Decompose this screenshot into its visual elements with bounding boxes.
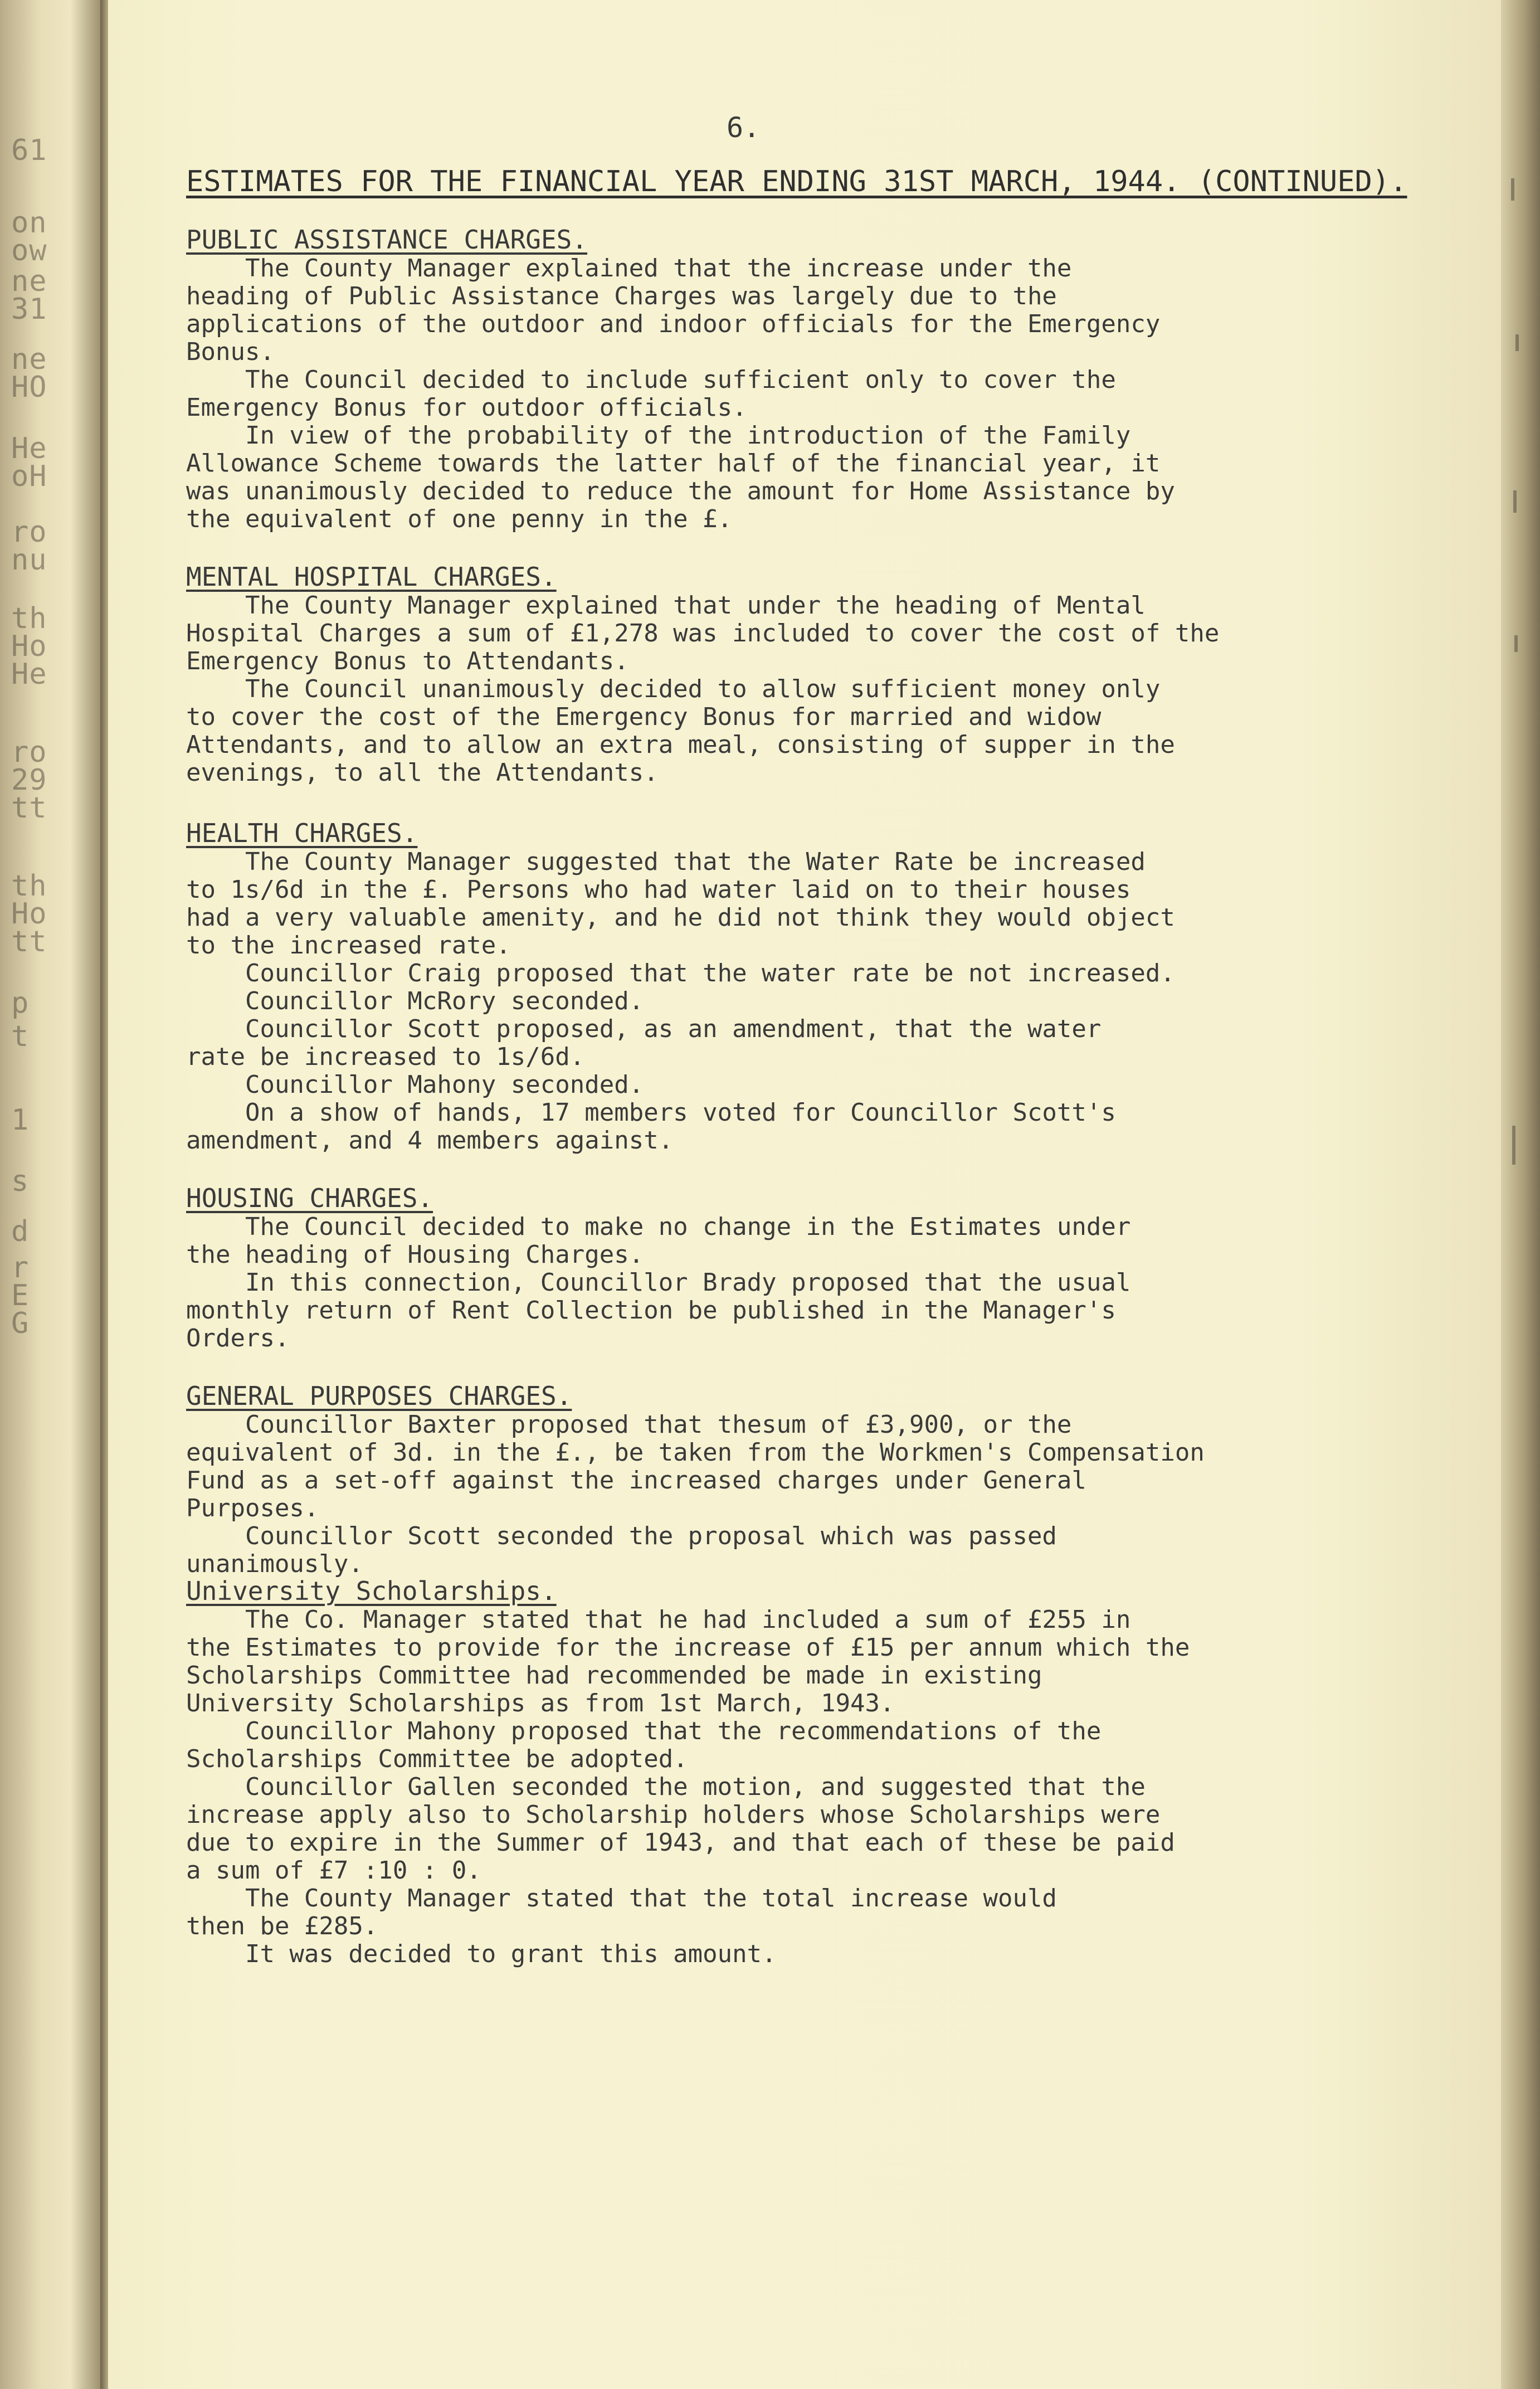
left-page-fragment: Ho: [11, 630, 47, 663]
left-page-edge: [0, 0, 100, 2389]
left-page-fragment: r: [11, 1251, 30, 1284]
paragraph: The Council decided to include sufficient only to cover the Emergency Bonus for outdoor officials.: [186, 366, 1116, 422]
paragraph: The Council decided to make no change in the Estimates under the heading of Housing Charges.: [186, 1213, 1131, 1269]
left-page-fragment: ow: [11, 234, 47, 267]
left-page-fragment: ro: [11, 515, 47, 549]
section-university-scholarships: [186, 1577, 1468, 1968]
margin-mark: [1514, 635, 1518, 652]
page-content: [108, 0, 1501, 2389]
right-page-edge: [1501, 0, 1540, 2389]
left-page-fragment: ne: [11, 343, 47, 376]
section-heading: PUBLIC ASSISTANCE CHARGES.: [186, 225, 588, 255]
left-page-fragment: d: [11, 1215, 30, 1248]
paragraph: Councillor Mahony seconded.: [186, 1071, 644, 1099]
document-page: [108, 0, 1501, 2389]
paragraph: Councillor Craig proposed that the water rate be not increased.: [186, 959, 1175, 987]
left-page-fragment: oH: [11, 460, 47, 493]
paragraph: Councillor McRory seconded.: [186, 987, 644, 1015]
section-heading: HOUSING CHARGES.: [186, 1183, 433, 1213]
paragraph: Councillor Scott proposed, as an amendment, that the water rate be increased to 1s/6d.: [186, 1015, 1102, 1071]
left-page-fragment: t: [11, 1020, 30, 1053]
paragraph: Councillor Baxter proposed that thesum of £3,900, or the equivalent of 3d. in the £., be taken from the Workmen's Compensation Fund as a set-off against the increased charges under General Purposes.: [186, 1410, 1205, 1522]
left-page-fragment: 31: [11, 293, 47, 326]
paragraph: The Council unanimously decided to allow sufficient money only to cover the cost of the Emergency Bonus for married and widow Attendants, and to allow an extra meal, consisting of supper in the evenings, to all the Attendants.: [186, 675, 1175, 787]
left-page-fragment: nu: [11, 543, 47, 577]
paragraph: Councillor Gallen seconded the motion, and suggested that the increase apply also to Scholarship holders whose Scholarships were due to expire in the Summer of 1943, and that each of these be paid a sum of £7 :10 : 0.: [186, 1773, 1175, 1885]
paragraph: It was decided to grant this amount.: [186, 1940, 777, 1968]
paragraph: In this connection, Councillor Brady proposed that the usual monthly return of Rent Collection be published in the Manager's Orders.: [186, 1268, 1131, 1352]
left-page-fragment: G: [11, 1307, 30, 1340]
left-page-fragment: 1: [11, 1103, 30, 1137]
margin-mark: [1511, 178, 1514, 201]
paragraph: The County Manager explained that the increase under the heading of Public Assistance Charges was largely due to the applications of the outdoor and indoor officials for the Emergency Bonus.: [186, 254, 1161, 366]
paragraph: The County Manager suggested that the Water Rate be increased to 1s/6d in the £. Persons who had water laid on to their houses had a very valuable amenity, and he did not think they would object to the increased rate.: [186, 848, 1175, 960]
paragraph: In view of the probability of the introduction of the Family Allowance Scheme towards the latter half of the financial year, it was unanimously decided to reduce the amount for Home Assistance by the equivalent of one penny in the £.: [186, 421, 1175, 533]
section-general-purposes: [186, 1382, 1468, 1578]
left-page-fragment: He: [11, 432, 47, 465]
section-heading: HEALTH CHARGES.: [186, 818, 418, 848]
section-heading: University Scholarships.: [186, 1576, 557, 1606]
left-page-fragment: 29: [11, 763, 47, 797]
left-page-fragment: ro: [11, 736, 47, 769]
book-gutter: [100, 0, 108, 2389]
page-title: ESTIMATES FOR THE FINANCIAL YEAR ENDING 31ST MARCH, 1944. (CONTINUED).: [186, 165, 1407, 198]
margin-mark: [1515, 334, 1519, 351]
section-heading: MENTAL HOSPITAL CHARGES.: [186, 562, 557, 592]
left-page-fragment: p: [11, 986, 30, 1020]
margin-mark: [1513, 490, 1517, 513]
section-heading: GENERAL PURPOSES CHARGES.: [186, 1381, 572, 1411]
left-page-fragment: th: [11, 869, 47, 903]
left-page-fragment: 61: [11, 134, 47, 167]
paragraph: Councillor Scott seconded the proposal which was passed unanimously.: [186, 1522, 1057, 1578]
section-mental-hospital: [186, 563, 1468, 787]
paragraph: The County Manager explained that under the heading of Mental Hospital Charges a sum of £1,278 was included to cover the cost of the Emergency Bonus to Attendants.: [186, 591, 1220, 675]
left-page-fragment: He: [11, 658, 47, 691]
section-public-assistance: [186, 226, 1468, 533]
page-number: 6.: [727, 111, 761, 144]
left-page-fragment: tt: [11, 925, 47, 958]
left-page-fragment: HO: [11, 371, 47, 404]
left-page-fragment: th: [11, 602, 47, 635]
paragraph: Councillor Mahony proposed that the recommendations of the Scholarships Committee be adopted.: [186, 1717, 1102, 1773]
left-page-fragment: s: [11, 1165, 30, 1198]
paragraph: On a show of hands, 17 members voted for Councillor Scott's amendment, and 4 members against.: [186, 1098, 1116, 1155]
left-page-fragment: tt: [11, 791, 47, 825]
paragraph: The Co. Manager stated that he had included a sum of £255 in the Estimates to provide for the increase of £15 per annum which the Scholarships Committee had recommended be made in existing University Scholarships as from 1st March, 1943.: [186, 1605, 1190, 1717]
section-health: [186, 819, 1468, 1155]
margin-mark: [1512, 1126, 1515, 1165]
left-page-fragment: on: [11, 206, 47, 240]
left-page-fragment: Ho: [11, 897, 47, 931]
left-page-fragment: ne: [11, 265, 47, 298]
section-housing: [186, 1184, 1468, 1352]
left-page-fragment: E: [11, 1279, 30, 1312]
paragraph: The County Manager stated that the total increase would then be £285.: [186, 1884, 1057, 1940]
